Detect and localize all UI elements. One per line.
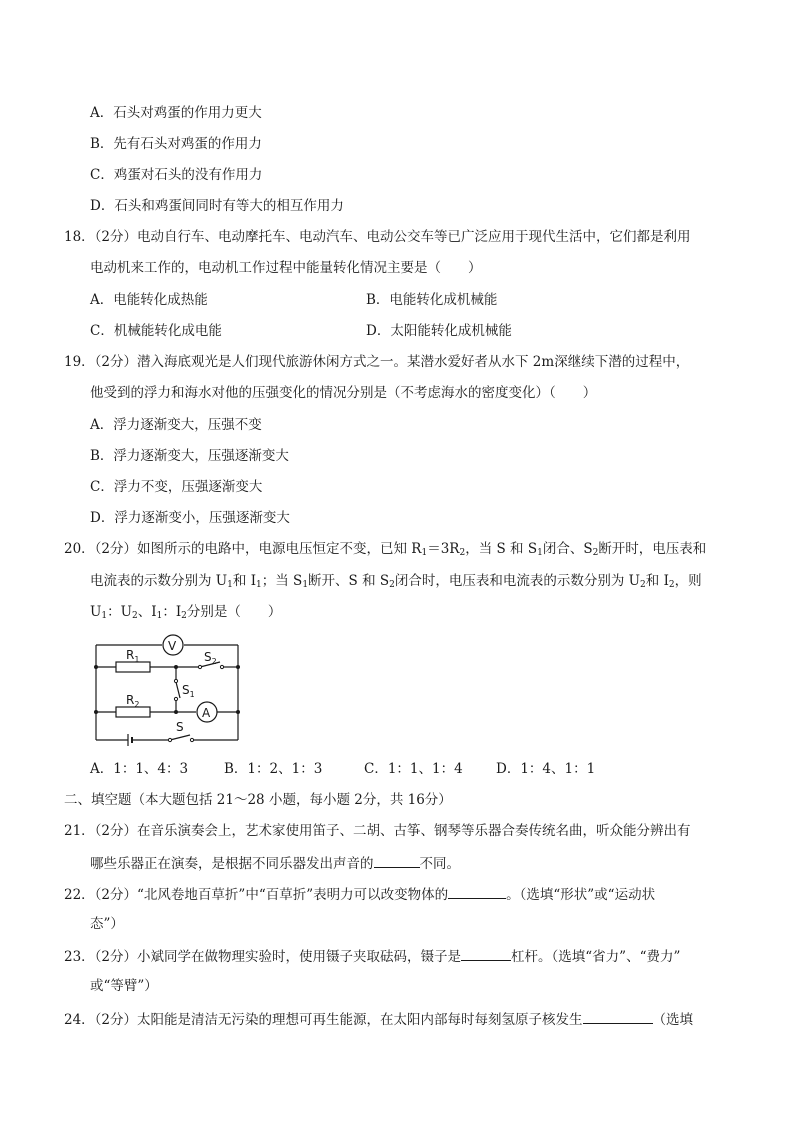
s1-label: $S_1$ <box>182 683 195 699</box>
junction-left-bottom <box>94 710 98 714</box>
q23-answer-blank[interactable] <box>461 946 511 961</box>
q18-stem-line2: 电动机来工作的，电动机工作过程中能量转化情况主要是（ ） <box>90 260 482 276</box>
q20-stem-line3: $U_1$：$U_2$、$I_1$：$I_2$分别是（ ） <box>90 604 282 621</box>
q24-answer-blank[interactable] <box>583 1009 653 1024</box>
q20-option-c: C．1：1、1：4 <box>364 761 463 777</box>
q18-option-b: B．电能转化成机械能 <box>366 292 498 308</box>
switch-s1-icon <box>176 682 180 698</box>
junction-right-bottom <box>236 710 240 714</box>
q23-stem-line2: 或“等臂”） <box>90 978 158 994</box>
switch-s-icon <box>170 735 190 740</box>
q19-option-d: D．浮力逐渐变小，压强逐渐变大 <box>90 510 290 526</box>
junction-top <box>174 665 178 669</box>
q19-stem-line2: 他受到的浮力和海水对他的压强变化的情况分别是（不考虑海水的密度变化）（ ） <box>90 385 597 401</box>
circuit-diagram <box>90 630 250 748</box>
q20-option-a: A．1：1、4：3 <box>90 761 189 777</box>
q17-option-a: A．石头对鸡蛋的作用力更大 <box>90 105 262 121</box>
r2-label: $R_2$ <box>126 693 140 709</box>
q18-stem-line1: 18．（2分）电动自行车、电动摩托车、电动汽车、电动公交车等已广泛应用于现代生活中，它们都是利用 <box>64 229 691 245</box>
switch-s-contact <box>168 738 171 741</box>
junction-left-top <box>94 665 98 669</box>
q20-option-b: B．1：2、1：3 <box>224 761 323 777</box>
q19-option-c: C．浮力不变，压强逐渐变大 <box>90 479 263 495</box>
junction-bottom <box>174 710 178 714</box>
switch-s1-contact <box>174 679 177 682</box>
q18-option-c: C．机械能转化成电能 <box>90 323 222 339</box>
q20-stem-line1: 20．（2分）如图所示的电路中，电源电压恒定不变，已知 $R_1=3R_2$，当 S 和 $S_1$闭合、$S_2$断开时，电压表和 <box>64 541 707 558</box>
q24-stem-line1: 24．（2分）太阳能是清洁无污染的理想可再生能源，在太阳内部每时每刻氢原子核发生 （选填 <box>64 1009 693 1029</box>
q18-option-a: A．电能转化成热能 <box>90 292 208 308</box>
switch-s1-contact-bottom <box>174 697 177 700</box>
junction-right-top <box>236 665 240 669</box>
q17-option-b: B．先有石头对鸡蛋的作用力 <box>90 136 262 152</box>
q21-stem-line2: 哪些乐器正在演奏，是根据不同乐器发出声音的 不同。 <box>90 853 460 873</box>
s-label: S <box>176 720 184 734</box>
q19-option-b: B．浮力逐渐变大，压强逐渐变大 <box>90 448 289 464</box>
q21-answer-blank[interactable] <box>374 853 420 868</box>
resistor-r2-icon <box>116 707 150 717</box>
switch-s-contact-right <box>190 738 193 741</box>
section-heading: 二、填空题（本大题包括 21～28 小题，每小题 2分，共 16分） <box>64 792 452 808</box>
q21-stem-line1: 21．（2分）在音乐演奏会上，艺术家使用笛子、二胡、古筝、钢琴等乐器合奏传统名曲，听众能分辨出有 <box>64 823 691 839</box>
q20-option-d: D．1：4、1：1 <box>496 761 596 777</box>
switch-s2-contact-right <box>220 665 223 668</box>
q19-option-a: A．浮力逐渐变大，压强不变 <box>90 417 262 433</box>
q22-answer-blank[interactable] <box>448 884 506 899</box>
resistor-r1-icon <box>116 662 150 672</box>
s2-label: $S_2$ <box>204 650 217 666</box>
q18-option-d: D．太阳能转化成机械能 <box>366 323 512 339</box>
q22-stem-line2: 态”） <box>90 916 124 932</box>
q22-stem-line1: 22．（2分）“北风卷地百草折”中“百草折”表明力可以改变物体的 。（选填“形状”或“运动状 <box>64 884 655 904</box>
q19-stem-line1: 19．（2分）潜入海底观光是人们现代旅游休闲方式之一。某潜水爱好者从水下 2m深继续下潜的过程中， <box>64 354 690 370</box>
q20-stem-line2: 电流表的示数分别为 $U_1$和 $I_1$；当 $S_1$断开、S 和 $S_2$闭合时，电压表和电流表的示数分别为 $U_2$和 $I_2$，则 <box>90 573 702 590</box>
r1-label: $R_1$ <box>126 648 140 664</box>
q23-stem-line1: 23．（2分）小斌同学在做物理实验时，使用镊子夹取砝码，镊子是 杠杆。（选填“省力”、“费力” <box>64 946 680 966</box>
ammeter-label: A <box>202 706 211 720</box>
switch-s2-contact <box>198 665 201 668</box>
q17-option-d: D．石头和鸡蛋间同时有等大的相互作用力 <box>90 198 344 214</box>
voltmeter-label: V <box>168 639 177 653</box>
q17-option-c: C．鸡蛋对石头的没有作用力 <box>90 167 263 183</box>
